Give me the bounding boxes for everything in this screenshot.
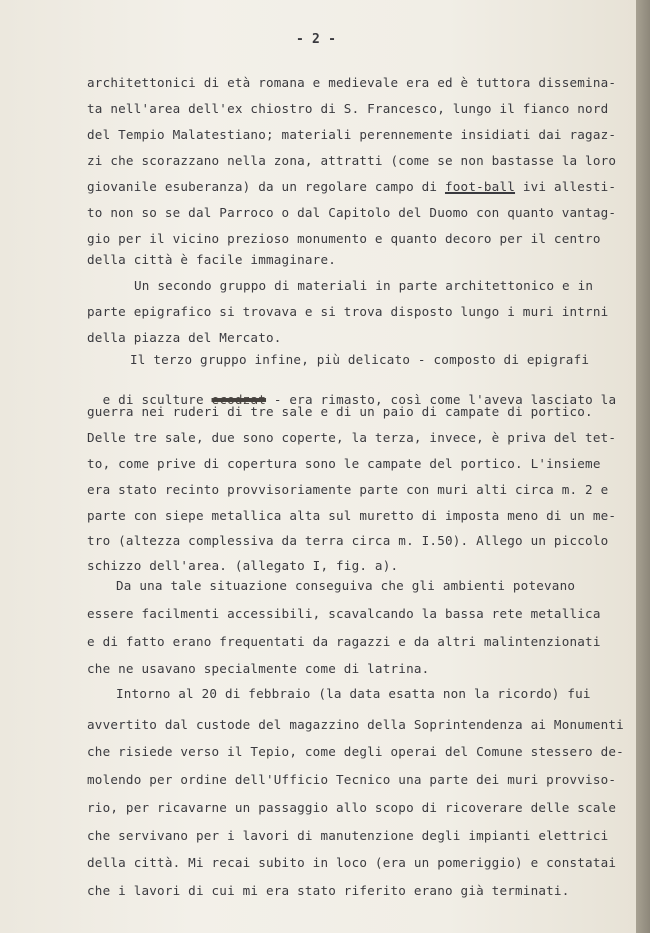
text-line: del Tempio Malatestiano; materiali perennemente insidiati dai ragaz- — [87, 127, 617, 142]
text-line: che servivano per i lavori di manutenzione degli impianti elettrici — [87, 828, 609, 843]
text-line: parte epigrafico si trovava e si trova disposto lungo i muri intrni — [87, 304, 609, 319]
text-line: e di fatto erano frequentati da ragazzi e da altri malintenzionati — [87, 634, 601, 649]
struck-out-word: ecodzat — [211, 392, 267, 407]
text-line: Un secondo gruppo di materiali in parte architettonico e in — [134, 278, 594, 293]
text-line: to non so se dal Parroco o dal Capitolo del Duomo con quanto vantag- — [87, 205, 617, 220]
text-line: Delle tre sale, due sono coperte, la terza, invece, è priva del tet- — [87, 430, 617, 445]
text-line: della città. Mi recai subito in loco (era un pomeriggio) e constatai — [87, 855, 617, 870]
text-line: Da una tale situazione conseguiva che gli ambienti potevano — [116, 578, 576, 593]
text-fragment: e di sculture — [102, 392, 204, 407]
text-line: to, come prive di copertura sono le campate del portico. L'insieme — [87, 456, 601, 471]
text-line: molendo per ordine dell'Ufficio Tecnico una parte dei muri provviso- — [87, 772, 617, 787]
underlined-word: foot-ball — [444, 179, 516, 194]
text-line: che risiede verso il Tepio, come degli operai del Comune stessero de- — [87, 744, 624, 759]
text-line: parte con siepe metallica alta sul muretto di imposta meno di un me- — [87, 508, 617, 523]
text-line: tro (altezza complessiva da terra circa m. I.50). Allego un piccolo — [87, 533, 609, 548]
text-fragment: - era rimasto, così come l'aveva lasciato la — [273, 392, 617, 407]
text-line: zi che scorazzano nella zona, attratti (come se non bastasse la loro — [87, 153, 617, 168]
text-line: della città è facile immaginare. — [87, 252, 337, 267]
text-line: era stato recinto provvisoriamente parte con muri alti circa m. 2 e — [87, 482, 609, 497]
text-line: che ne usavano specialmente come di latrina. — [87, 661, 430, 676]
text-line: Intorno al 20 di febbraio (la data esatta non la ricordo) fui — [116, 686, 591, 701]
text-line: essere facilmenti accessibili, scavalcando la bassa rete metallica — [87, 606, 601, 621]
text-line: avvertito dal custode del magazzino della Soprintendenza ai Monumenti — [87, 717, 624, 732]
text-line: ta nell'area dell'ex chiostro di S. Francesco, lungo il fianco nord — [87, 101, 609, 116]
text-line: gio per il vicino prezioso monumento e quanto decoro per il centro — [87, 231, 601, 246]
text-line: guerra nei ruderi di tre sale e di un paio di campate di portico. — [87, 404, 593, 419]
text-line: schizzo dell'area. (allegato I, fig. a). — [87, 558, 399, 573]
text-line-with-strike — [87, 377, 616, 407]
text-line: che i lavori di cui mi era stato riferito erano già terminati. — [87, 883, 570, 898]
text-line: giovanile esuberanza) da un regolare campo di foot-ball ivi allesti- — [87, 179, 617, 194]
page-number: - 2 - — [296, 32, 337, 47]
text-line: della piazza del Mercato. — [87, 330, 282, 345]
page-edge-shadow — [636, 0, 650, 933]
text-line: rio, per ricavarne un passaggio allo scopo di ricoverare delle scale — [87, 800, 617, 815]
text-line: architettonici di età romana e medievale era ed è tuttora dissemina- — [87, 75, 617, 90]
text-line: Il terzo gruppo infine, più delicato - composto di epigrafi — [130, 352, 590, 367]
